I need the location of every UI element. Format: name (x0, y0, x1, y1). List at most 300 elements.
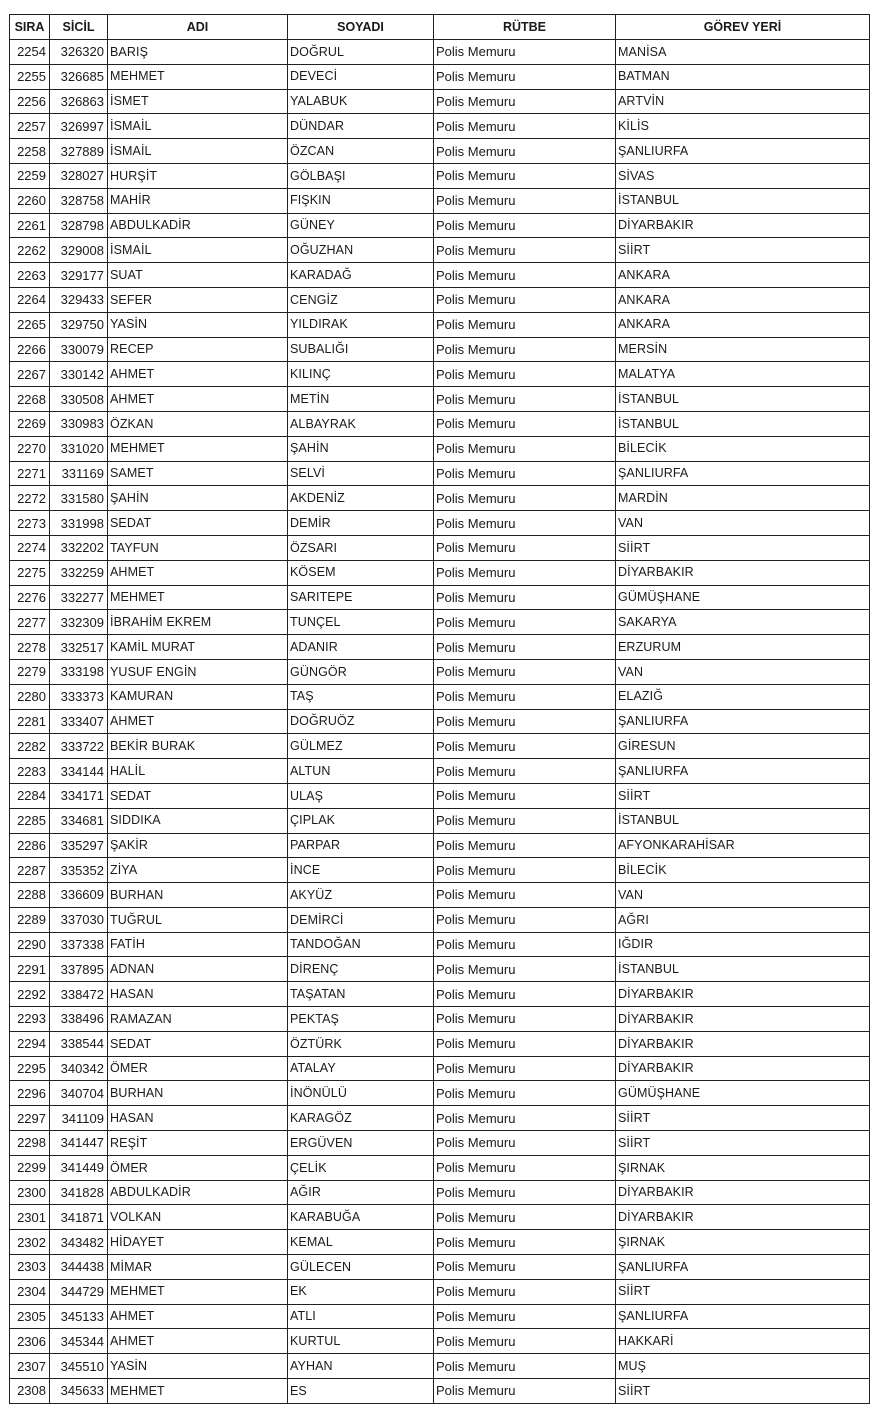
cell-adi: AHMET (108, 1304, 288, 1329)
cell-sira: 2261 (10, 213, 50, 238)
table-row (10, 461, 870, 486)
cell-sicil: 327889 (50, 139, 108, 164)
cell-soyadi: DEMİR (288, 511, 434, 536)
cell-sira: 2254 (10, 40, 50, 65)
cell-rutbe: Polis Memuru (434, 461, 616, 486)
cell-gorev-yeri: ANKARA (616, 312, 870, 337)
cell-gorev-yeri: DİYARBAKIR (616, 1031, 870, 1056)
header-sira: SIRA (10, 15, 50, 40)
header-gorev-yeri: GÖREV YERİ (616, 15, 870, 40)
table-row (10, 932, 870, 957)
cell-rutbe: Polis Memuru (434, 1354, 616, 1379)
cell-sira: 2275 (10, 560, 50, 585)
cell-sira: 2291 (10, 957, 50, 982)
cell-sira: 2299 (10, 1155, 50, 1180)
cell-gorev-yeri: MUŞ (616, 1354, 870, 1379)
cell-adi: SEDAT (108, 511, 288, 536)
cell-soyadi: KEMAL (288, 1230, 434, 1255)
cell-sicil: 331169 (50, 461, 108, 486)
cell-soyadi: PARPAR (288, 833, 434, 858)
cell-gorev-yeri: ŞANLIURFA (616, 1255, 870, 1280)
cell-sicil: 332202 (50, 535, 108, 560)
cell-rutbe: Polis Memuru (434, 486, 616, 511)
table-row (10, 1329, 870, 1354)
cell-soyadi: ATALAY (288, 1056, 434, 1081)
table-row (10, 858, 870, 883)
cell-sira: 2281 (10, 709, 50, 734)
cell-sicil: 334171 (50, 783, 108, 808)
cell-soyadi: DOĞRUL (288, 40, 434, 65)
cell-gorev-yeri: IĞDIR (616, 932, 870, 957)
cell-gorev-yeri: GÜMÜŞHANE (616, 585, 870, 610)
table-row (10, 362, 870, 387)
table-row (10, 1081, 870, 1106)
cell-sira: 2301 (10, 1205, 50, 1230)
cell-sira: 2294 (10, 1031, 50, 1056)
cell-sira: 2270 (10, 436, 50, 461)
cell-sira: 2263 (10, 263, 50, 288)
cell-rutbe: Polis Memuru (434, 709, 616, 734)
cell-adi: REŞİT (108, 1131, 288, 1156)
cell-adi: RAMAZAN (108, 1007, 288, 1032)
cell-soyadi: KARABUĞA (288, 1205, 434, 1230)
cell-gorev-yeri: AFYONKARAHİSAR (616, 833, 870, 858)
table-row (10, 635, 870, 660)
cell-rutbe: Polis Memuru (434, 759, 616, 784)
cell-sicil: 340704 (50, 1081, 108, 1106)
cell-sicil: 330508 (50, 387, 108, 412)
cell-sira: 2264 (10, 287, 50, 312)
cell-adi: ÖZKAN (108, 411, 288, 436)
cell-sicil: 329750 (50, 312, 108, 337)
cell-soyadi: TANDOĞAN (288, 932, 434, 957)
cell-adi: KAMİL MURAT (108, 635, 288, 660)
cell-gorev-yeri: GİRESUN (616, 734, 870, 759)
cell-gorev-yeri: HAKKARİ (616, 1329, 870, 1354)
cell-sira: 2307 (10, 1354, 50, 1379)
table-row (10, 163, 870, 188)
table-row (10, 957, 870, 982)
cell-rutbe: Polis Memuru (434, 783, 616, 808)
cell-sicil: 338544 (50, 1031, 108, 1056)
cell-adi: MEHMET (108, 436, 288, 461)
cell-adi: SIDDIKA (108, 808, 288, 833)
table-row (10, 1155, 870, 1180)
cell-sira: 2278 (10, 635, 50, 660)
cell-adi: AHMET (108, 709, 288, 734)
table-row (10, 188, 870, 213)
cell-gorev-yeri: SİİRT (616, 1379, 870, 1404)
cell-adi: VOLKAN (108, 1205, 288, 1230)
cell-soyadi: KARAGÖZ (288, 1106, 434, 1131)
cell-gorev-yeri: VAN (616, 883, 870, 908)
header-adi: ADI (108, 15, 288, 40)
cell-rutbe: Polis Memuru (434, 833, 616, 858)
cell-adi: HALİL (108, 759, 288, 784)
cell-adi: ŞAKİR (108, 833, 288, 858)
cell-adi: HASAN (108, 1106, 288, 1131)
table-row (10, 40, 870, 65)
cell-sira: 2258 (10, 139, 50, 164)
cell-gorev-yeri: DİYARBAKIR (616, 213, 870, 238)
table-row (10, 734, 870, 759)
cell-soyadi: ES (288, 1379, 434, 1404)
cell-sicil: 335352 (50, 858, 108, 883)
cell-sicil: 345133 (50, 1304, 108, 1329)
cell-sira: 2302 (10, 1230, 50, 1255)
cell-soyadi: TUNÇEL (288, 610, 434, 635)
header-sicil: SİCİL (50, 15, 108, 40)
cell-adi: MİMAR (108, 1255, 288, 1280)
cell-rutbe: Polis Memuru (434, 312, 616, 337)
cell-rutbe: Polis Memuru (434, 858, 616, 883)
table-row (10, 560, 870, 585)
cell-sicil: 340342 (50, 1056, 108, 1081)
cell-soyadi: PEKTAŞ (288, 1007, 434, 1032)
cell-gorev-yeri: SİİRT (616, 238, 870, 263)
cell-adi: KAMURAN (108, 684, 288, 709)
cell-adi: ADNAN (108, 957, 288, 982)
cell-soyadi: ALBAYRAK (288, 411, 434, 436)
table-row (10, 238, 870, 263)
cell-sira: 2260 (10, 188, 50, 213)
table-row (10, 486, 870, 511)
cell-adi: FATİH (108, 932, 288, 957)
cell-sicil: 337338 (50, 932, 108, 957)
cell-sicil: 344438 (50, 1255, 108, 1280)
cell-gorev-yeri: DİYARBAKIR (616, 1180, 870, 1205)
cell-sira: 2279 (10, 659, 50, 684)
cell-sicil: 329177 (50, 263, 108, 288)
cell-sicil: 341447 (50, 1131, 108, 1156)
cell-sira: 2259 (10, 163, 50, 188)
cell-sira: 2293 (10, 1007, 50, 1032)
cell-gorev-yeri: BİLECİK (616, 436, 870, 461)
cell-soyadi: AKYÜZ (288, 883, 434, 908)
cell-soyadi: DİRENÇ (288, 957, 434, 982)
cell-adi: ŞAHİN (108, 486, 288, 511)
cell-sicil: 333373 (50, 684, 108, 709)
cell-sicil: 335297 (50, 833, 108, 858)
cell-sicil: 330142 (50, 362, 108, 387)
cell-adi: YUSUF ENGİN (108, 659, 288, 684)
cell-sira: 2305 (10, 1304, 50, 1329)
table-row (10, 1230, 870, 1255)
cell-gorev-yeri: İSTANBUL (616, 188, 870, 213)
cell-sicil: 333722 (50, 734, 108, 759)
cell-adi: BURHAN (108, 883, 288, 908)
cell-soyadi: AĞIR (288, 1180, 434, 1205)
cell-gorev-yeri: VAN (616, 511, 870, 536)
table-row (10, 1106, 870, 1131)
cell-sira: 2287 (10, 858, 50, 883)
cell-rutbe: Polis Memuru (434, 436, 616, 461)
cell-rutbe: Polis Memuru (434, 1155, 616, 1180)
cell-gorev-yeri: MERSİN (616, 337, 870, 362)
cell-soyadi: GÜNGÖR (288, 659, 434, 684)
cell-sicil: 328027 (50, 163, 108, 188)
cell-adi: YASİN (108, 1354, 288, 1379)
cell-sira: 2284 (10, 783, 50, 808)
cell-adi: BARIŞ (108, 40, 288, 65)
cell-soyadi: GÜLECEN (288, 1255, 434, 1280)
table-row (10, 114, 870, 139)
cell-sicil: 341828 (50, 1180, 108, 1205)
cell-soyadi: ULAŞ (288, 783, 434, 808)
table-body (10, 40, 870, 1404)
cell-gorev-yeri: DİYARBAKIR (616, 1205, 870, 1230)
cell-sicil: 326320 (50, 40, 108, 65)
cell-adi: MAHİR (108, 188, 288, 213)
cell-rutbe: Polis Memuru (434, 1205, 616, 1230)
cell-sira: 2283 (10, 759, 50, 784)
cell-sira: 2285 (10, 808, 50, 833)
cell-adi: HASAN (108, 982, 288, 1007)
cell-sira: 2303 (10, 1255, 50, 1280)
cell-gorev-yeri: SİİRT (616, 1279, 870, 1304)
cell-soyadi: KILINÇ (288, 362, 434, 387)
cell-sira: 2290 (10, 932, 50, 957)
table-row (10, 1354, 870, 1379)
cell-adi: AHMET (108, 560, 288, 585)
cell-rutbe: Polis Memuru (434, 89, 616, 114)
cell-sira: 2282 (10, 734, 50, 759)
table-row (10, 610, 870, 635)
cell-rutbe: Polis Memuru (434, 188, 616, 213)
cell-rutbe: Polis Memuru (434, 734, 616, 759)
cell-gorev-yeri: MARDİN (616, 486, 870, 511)
table-row (10, 89, 870, 114)
cell-adi: ÖMER (108, 1155, 288, 1180)
cell-sicil: 333407 (50, 709, 108, 734)
cell-gorev-yeri: ŞANLIURFA (616, 759, 870, 784)
cell-gorev-yeri: BATMAN (616, 64, 870, 89)
table-row (10, 387, 870, 412)
table-row (10, 312, 870, 337)
table-row (10, 1379, 870, 1404)
cell-adi: TAYFUN (108, 535, 288, 560)
cell-rutbe: Polis Memuru (434, 163, 616, 188)
cell-gorev-yeri: DİYARBAKIR (616, 1056, 870, 1081)
cell-gorev-yeri: İSTANBUL (616, 387, 870, 412)
cell-adi: HURŞİT (108, 163, 288, 188)
cell-rutbe: Polis Memuru (434, 511, 616, 536)
table-row (10, 1180, 870, 1205)
cell-adi: SUAT (108, 263, 288, 288)
cell-adi: ZİYA (108, 858, 288, 883)
header-soyadi: SOYADI (288, 15, 434, 40)
cell-soyadi: CENGİZ (288, 287, 434, 312)
cell-sicil: 331998 (50, 511, 108, 536)
cell-gorev-yeri: SAKARYA (616, 610, 870, 635)
table-row (10, 287, 870, 312)
cell-soyadi: AKDENİZ (288, 486, 434, 511)
cell-adi: AHMET (108, 1329, 288, 1354)
cell-soyadi: KARADAĞ (288, 263, 434, 288)
cell-adi: AHMET (108, 362, 288, 387)
cell-sira: 2274 (10, 535, 50, 560)
table-row (10, 1056, 870, 1081)
cell-sicil: 331580 (50, 486, 108, 511)
cell-sira: 2280 (10, 684, 50, 709)
cell-gorev-yeri: SİİRT (616, 535, 870, 560)
cell-sira: 2296 (10, 1081, 50, 1106)
cell-sicil: 334681 (50, 808, 108, 833)
cell-sira: 2289 (10, 907, 50, 932)
cell-rutbe: Polis Memuru (434, 287, 616, 312)
cell-sicil: 326685 (50, 64, 108, 89)
cell-rutbe: Polis Memuru (434, 1106, 616, 1131)
cell-adi: RECEP (108, 337, 288, 362)
cell-soyadi: KÖSEM (288, 560, 434, 585)
cell-sicil: 332259 (50, 560, 108, 585)
cell-sicil: 338472 (50, 982, 108, 1007)
table-row (10, 263, 870, 288)
cell-adi: İBRAHİM EKREM (108, 610, 288, 635)
cell-sira: 2272 (10, 486, 50, 511)
cell-gorev-yeri: ŞANLIURFA (616, 461, 870, 486)
cell-gorev-yeri: ANKARA (616, 287, 870, 312)
table-row (10, 213, 870, 238)
cell-soyadi: TAŞATAN (288, 982, 434, 1007)
cell-soyadi: ÇIPLAK (288, 808, 434, 833)
cell-adi: İSMET (108, 89, 288, 114)
cell-adi: HİDAYET (108, 1230, 288, 1255)
cell-soyadi: ERGÜVEN (288, 1131, 434, 1156)
cell-sira: 2308 (10, 1379, 50, 1404)
cell-sicil: 338496 (50, 1007, 108, 1032)
cell-sira: 2256 (10, 89, 50, 114)
cell-rutbe: Polis Memuru (434, 585, 616, 610)
cell-soyadi: DEVECİ (288, 64, 434, 89)
cell-adi: BEKİR BURAK (108, 734, 288, 759)
table-row (10, 411, 870, 436)
cell-adi: SEDAT (108, 783, 288, 808)
cell-sira: 2295 (10, 1056, 50, 1081)
cell-rutbe: Polis Memuru (434, 1230, 616, 1255)
cell-gorev-yeri: ELAZIĞ (616, 684, 870, 709)
cell-adi: SEFER (108, 287, 288, 312)
cell-soyadi: ALTUN (288, 759, 434, 784)
cell-gorev-yeri: BİLECİK (616, 858, 870, 883)
cell-sicil: 337895 (50, 957, 108, 982)
cell-rutbe: Polis Memuru (434, 1007, 616, 1032)
table-row (10, 139, 870, 164)
cell-adi: MEHMET (108, 585, 288, 610)
table-row (10, 907, 870, 932)
cell-gorev-yeri: ŞANLIURFA (616, 709, 870, 734)
cell-adi: ABDULKADİR (108, 1180, 288, 1205)
cell-gorev-yeri: ŞANLIURFA (616, 1304, 870, 1329)
cell-soyadi: DEMİRCİ (288, 907, 434, 932)
cell-adi: ÖMER (108, 1056, 288, 1081)
cell-sicil: 345633 (50, 1379, 108, 1404)
cell-rutbe: Polis Memuru (434, 1031, 616, 1056)
cell-gorev-yeri: İSTANBUL (616, 957, 870, 982)
cell-rutbe: Polis Memuru (434, 560, 616, 585)
table-row (10, 808, 870, 833)
cell-soyadi: GÖLBAŞI (288, 163, 434, 188)
cell-adi: MEHMET (108, 1379, 288, 1404)
cell-sicil: 333198 (50, 659, 108, 684)
cell-sira: 2297 (10, 1106, 50, 1131)
cell-soyadi: ÖZTÜRK (288, 1031, 434, 1056)
cell-sicil: 328758 (50, 188, 108, 213)
cell-rutbe: Polis Memuru (434, 1255, 616, 1280)
table-row (10, 833, 870, 858)
cell-gorev-yeri: DİYARBAKIR (616, 982, 870, 1007)
cell-sicil: 332517 (50, 635, 108, 660)
cell-gorev-yeri: AĞRI (616, 907, 870, 932)
cell-rutbe: Polis Memuru (434, 883, 616, 908)
cell-adi: ABDULKADİR (108, 213, 288, 238)
cell-adi: YASİN (108, 312, 288, 337)
document-page (9, 14, 870, 1404)
cell-rutbe: Polis Memuru (434, 213, 616, 238)
cell-sicil: 330079 (50, 337, 108, 362)
cell-soyadi: ÇELİK (288, 1155, 434, 1180)
cell-rutbe: Polis Memuru (434, 238, 616, 263)
cell-sira: 2306 (10, 1329, 50, 1354)
cell-sira: 2269 (10, 411, 50, 436)
cell-adi: SEDAT (108, 1031, 288, 1056)
cell-gorev-yeri: SİİRT (616, 1131, 870, 1156)
cell-soyadi: ÖZSARI (288, 535, 434, 560)
cell-gorev-yeri: İSTANBUL (616, 411, 870, 436)
cell-rutbe: Polis Memuru (434, 1081, 616, 1106)
cell-rutbe: Polis Memuru (434, 411, 616, 436)
table-row (10, 1131, 870, 1156)
cell-gorev-yeri: ANKARA (616, 263, 870, 288)
cell-gorev-yeri: ARTVİN (616, 89, 870, 114)
table-row (10, 64, 870, 89)
cell-rutbe: Polis Memuru (434, 635, 616, 660)
cell-sira: 2277 (10, 610, 50, 635)
cell-sicil: 332309 (50, 610, 108, 635)
cell-soyadi: TAŞ (288, 684, 434, 709)
cell-sira: 2300 (10, 1180, 50, 1205)
cell-sicil: 334144 (50, 759, 108, 784)
cell-soyadi: OĞUZHAN (288, 238, 434, 263)
cell-sicil: 341449 (50, 1155, 108, 1180)
table-row (10, 709, 870, 734)
personnel-table (9, 14, 870, 1404)
table-row (10, 511, 870, 536)
cell-sira: 2266 (10, 337, 50, 362)
cell-soyadi: SUBALIĞI (288, 337, 434, 362)
table-row (10, 783, 870, 808)
cell-rutbe: Polis Memuru (434, 907, 616, 932)
table-row (10, 659, 870, 684)
cell-gorev-yeri: ŞANLIURFA (616, 139, 870, 164)
cell-soyadi: METİN (288, 387, 434, 412)
cell-sicil: 341871 (50, 1205, 108, 1230)
cell-sicil: 329433 (50, 287, 108, 312)
cell-gorev-yeri: MANİSA (616, 40, 870, 65)
cell-adi: MEHMET (108, 64, 288, 89)
cell-rutbe: Polis Memuru (434, 1131, 616, 1156)
cell-rutbe: Polis Memuru (434, 982, 616, 1007)
table-row (10, 883, 870, 908)
cell-adi: AHMET (108, 387, 288, 412)
cell-adi: İSMAİL (108, 139, 288, 164)
cell-adi: SAMET (108, 461, 288, 486)
cell-sira: 2265 (10, 312, 50, 337)
cell-rutbe: Polis Memuru (434, 1279, 616, 1304)
cell-adi: İSMAİL (108, 114, 288, 139)
table-row (10, 1255, 870, 1280)
cell-rutbe: Polis Memuru (434, 957, 616, 982)
